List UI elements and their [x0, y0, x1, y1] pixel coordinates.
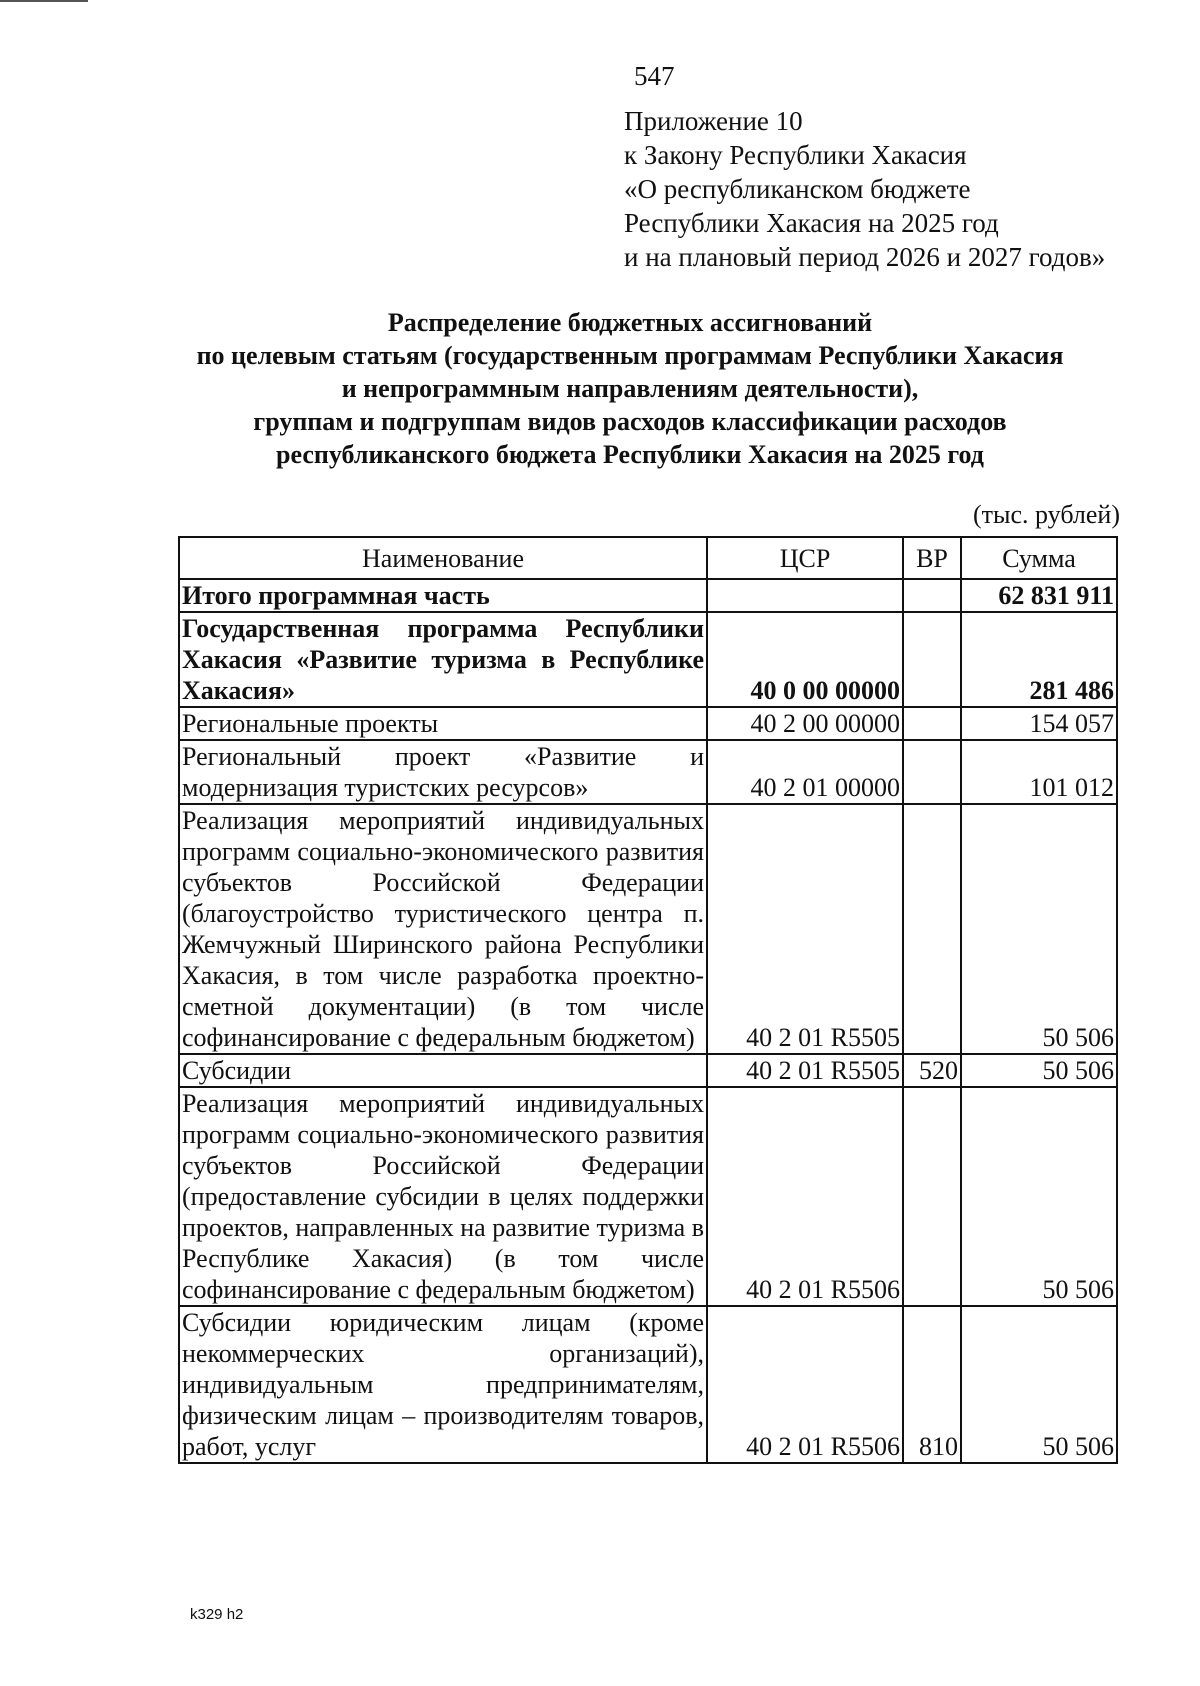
title-line: группам и подгруппам видов расходов классификации расходов	[253, 407, 1007, 436]
row-csr	[707, 579, 903, 612]
row-name: Реализация мероприятий индивидуальных программ социально-экономического развития субъектов Российской Федерации (предоставление субсидии в целях поддержки проектов, направленных на развитие туризма в Республике Хакасия) (в том числе софинансирование с федеральным бюджетом)	[179, 1087, 707, 1306]
title-line: по целевым статьям (государственным программам Республики Хакасия	[196, 341, 1064, 370]
row-name: Субсидии юридическим лицам (кроме некоммерческих организаций), индивидуальным предпринимателям, физическим лицам – производителям товаров, работ, услуг	[179, 1306, 707, 1463]
row-vr	[903, 1087, 961, 1306]
row-vr	[903, 579, 961, 612]
page-number: 547	[634, 61, 675, 91]
appendix-header	[624, 104, 1164, 274]
row-sum: 50 506	[961, 1306, 1117, 1463]
title-line: и непрограммным направлениям деятельности),	[341, 374, 919, 403]
row-csr: 40 2 01 R5505	[707, 804, 903, 1054]
table-row	[179, 804, 1117, 1054]
column-header-name: Наименование	[179, 537, 707, 579]
appendix-line: к Закону Республики Хакасия	[624, 140, 967, 170]
row-name: Реализация мероприятий индивидуальных программ социально-экономического развития субъектов Российской Федерации (благоустройство туристического центра п. Жемчужный Ширинского района Республики Хакасия, в том числе разработка проектно-сметной документации) (в том числе софинансирование с федеральным бюджетом)	[179, 804, 707, 1054]
appendix-line: Приложение 10	[624, 106, 803, 136]
row-name: Региональные проекты	[179, 707, 707, 740]
row-vr: 520	[903, 1054, 961, 1087]
row-csr: 40 2 01 00000	[707, 740, 903, 804]
table-row	[179, 1054, 1117, 1087]
table-row	[179, 579, 1117, 612]
row-csr: 40 2 01 R5506	[707, 1306, 903, 1463]
table-row	[179, 612, 1117, 707]
row-csr: 40 2 01 R5506	[707, 1087, 903, 1306]
row-vr	[903, 707, 961, 740]
scan-edge-mark	[0, 0, 88, 2]
row-csr: 40 2 00 00000	[707, 707, 903, 740]
row-sum: 50 506	[961, 804, 1117, 1054]
row-sum: 154 057	[961, 707, 1117, 740]
column-header-sum: Сумма	[961, 537, 1117, 579]
row-sum: 50 506	[961, 1087, 1117, 1306]
row-vr	[903, 804, 961, 1054]
table-header-row	[179, 537, 1117, 579]
appendix-line: Республики Хакасия на 2025 год	[624, 208, 999, 238]
row-sum: 50 506	[961, 1054, 1117, 1087]
title-line: Распределение бюджетных ассигнований	[387, 308, 873, 337]
row-name: Итого программная часть	[179, 579, 707, 612]
row-sum: 281 486	[961, 612, 1117, 707]
row-vr: 810	[903, 1306, 961, 1463]
row-sum: 101 012	[961, 740, 1117, 804]
table-row	[179, 707, 1117, 740]
appendix-line: «О республиканском бюджете	[624, 174, 971, 204]
column-header-csr: ЦСР	[707, 537, 903, 579]
document-title	[150, 306, 1110, 471]
row-sum: 62 831 911	[961, 579, 1117, 612]
row-vr	[903, 740, 961, 804]
title-line: республиканского бюджета Республики Хакасия на 2025 год	[276, 440, 984, 469]
row-csr: 40 0 00 00000	[707, 612, 903, 707]
row-name: Государственная программа Республики Хакасия «Развитие туризма в Республике Хакасия»	[179, 612, 707, 707]
row-csr: 40 2 01 R5505	[707, 1054, 903, 1087]
row-name: Субсидии	[179, 1054, 707, 1087]
units-note: (тыс. рублей)	[972, 500, 1120, 529]
table-row	[179, 1087, 1117, 1306]
row-name: Региональный проект «Развитие и модернизация туристских ресурсов»	[179, 740, 707, 804]
appendix-line: и на плановый период 2026 и 2027 годов»	[624, 242, 1106, 272]
budget-table	[178, 536, 1118, 1464]
row-vr	[903, 612, 961, 707]
column-header-vr: ВР	[903, 537, 961, 579]
table-row	[179, 740, 1117, 804]
table-row	[179, 1306, 1117, 1463]
footer-code: k329 h2	[190, 1606, 244, 1623]
